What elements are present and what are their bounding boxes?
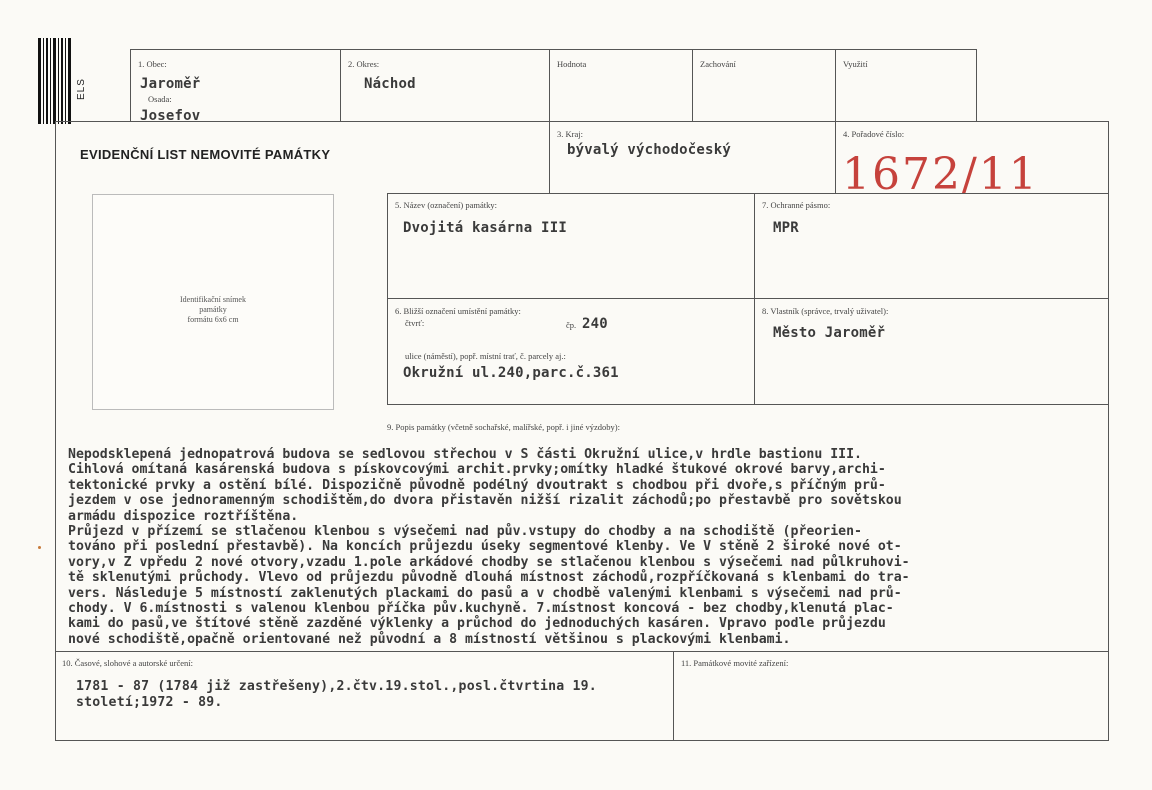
description-line: továno při poslední přestavbě). Na koncích průjezdu úseky segmentové klenby. Ve V stěně 2 široké nové ot- xyxy=(68,539,902,555)
nazev-label: 5. Název (označení) památky: xyxy=(395,200,497,210)
vlastnik-label: 8. Vlastník (správce, trvalý uživatel): xyxy=(762,306,889,316)
photo-placeholder xyxy=(92,194,334,410)
vyuziti-label: Využití xyxy=(843,59,868,69)
photo-caption-2: památky xyxy=(199,305,227,314)
cp-value: 240 xyxy=(582,316,608,332)
hodnota-label: Hodnota xyxy=(557,59,587,69)
description-line: Průjezd v přízemí se stlačenou klenbou s výsečemi nad pův.vstupy do chodby a na schodiště (přeorien- xyxy=(68,523,862,539)
description-line: tektonické prvky a ostění bílé. Dispozičně původně podélný dvoutrakt s chodbou při dvoře,s příčným prů- xyxy=(68,477,886,493)
description-line: vers. Následuje 5 místností zaklenutých plackami do pasů a v chodbě valenými klenbami s výsečemi nad prů- xyxy=(68,585,902,601)
registration-number: 1672/11 xyxy=(842,150,1039,193)
okres-value: Náchod xyxy=(364,76,416,92)
ochranne-value: MPR xyxy=(773,220,799,236)
osada-value: Josefov xyxy=(140,108,201,121)
ulice-label: ulice (náměstí), popř. místní trať, č. parcely aj.: xyxy=(405,351,566,361)
description-line: kami do pasů,ve štítové stěně zazděné výklenky a průchod do jednoduchých kasáren. Vpravo podle průjezdu xyxy=(68,616,886,632)
vlastnik-value: Město Jaroměř xyxy=(773,325,886,341)
kraj-label: 3. Kraj: xyxy=(557,129,583,139)
description-line: Cihlová omítaná kasárenská budova s pískovcovými archit.prvky;omítky hladké štukové okrové barvy,archi- xyxy=(68,462,886,478)
cp-label: čp. xyxy=(566,320,577,330)
barcode xyxy=(38,38,72,124)
casove-line-1: 1781 - 87 (1784 již zastřešeny),2.čtv.19.stol.,posl.čtvrtina 19. xyxy=(76,679,597,694)
kraj-value: bývalý východočeský xyxy=(567,142,731,158)
ulice-value: Okružní ul.240,parc.č.361 xyxy=(403,365,619,381)
popis-label: 9. Popis památky (včetně sochařské, malířské, popř. i jiné výzdoby): xyxy=(387,422,620,432)
poradove-label: 4. Pořadové číslo: xyxy=(843,129,905,139)
description-line: armádu dispozice roztříštěna. xyxy=(68,508,299,524)
nazev-value: Dvojitá kasárna III xyxy=(403,220,567,236)
side-label: ELS xyxy=(76,78,87,100)
casove-label: 10. Časové, slohové a autorské určení: xyxy=(62,658,194,668)
photo-caption-1: Identifikační snímek xyxy=(180,295,246,304)
description-text xyxy=(68,447,1128,647)
ctvrt-label: čtvrť: xyxy=(405,318,425,328)
casove-line-2: století;1972 - 89. xyxy=(76,695,223,710)
description-line: tě sklenutými průchody. Vlevo od průjezdu původně dlouhá místnost záchodů,rozpříčkovaná s klenbami do tra- xyxy=(68,570,910,586)
ink-dot xyxy=(38,546,41,549)
description-line: vory,v Z vpředu 2 nové otvory,vzadu 1.pole arkádové chodby se stlačenou klenbou s výsečemi nad půlkruhovi- xyxy=(68,554,910,570)
description-line: chody. V 6.místnosti s valenou klenbou příčka pův.kuchyně. 7.místnost koncová - bez chodby,klenutá plac- xyxy=(68,600,894,616)
description-line: Nepodsklepená jednopatrová budova se sedlovou střechou v S části Okružní ulice,v hrdle bastionu III. xyxy=(68,447,862,462)
photo-caption-3: formátu 6x6 cm xyxy=(187,315,239,324)
osada-label: Osada: xyxy=(148,94,172,104)
description-line: jezdem v ose jednoramenným schodištěm,do dvora přistavěn nižší rizalit záchodů;po přestavbě pro sovětskou xyxy=(68,493,902,509)
okres-label: 2. Okres: xyxy=(348,59,380,69)
obec-value: Jaroměř xyxy=(140,76,201,92)
page-title: EVIDENČNÍ LIST NEMOVITÉ PAMÁTKY xyxy=(80,147,331,162)
obec-label: 1. Obec: xyxy=(138,59,167,69)
zachovani-label: Zachování xyxy=(700,59,736,69)
description-line: nové schodiště,opačně orientované než původní a 8 místností většinou s plackovými klenbami. xyxy=(68,631,791,647)
blizsi-label: 6. Bližší označení umístění památky: xyxy=(395,306,521,316)
movite-label: 11. Památkové movité zařízení: xyxy=(681,658,789,668)
ochranne-label: 7. Ochranné pásmo: xyxy=(762,200,831,210)
